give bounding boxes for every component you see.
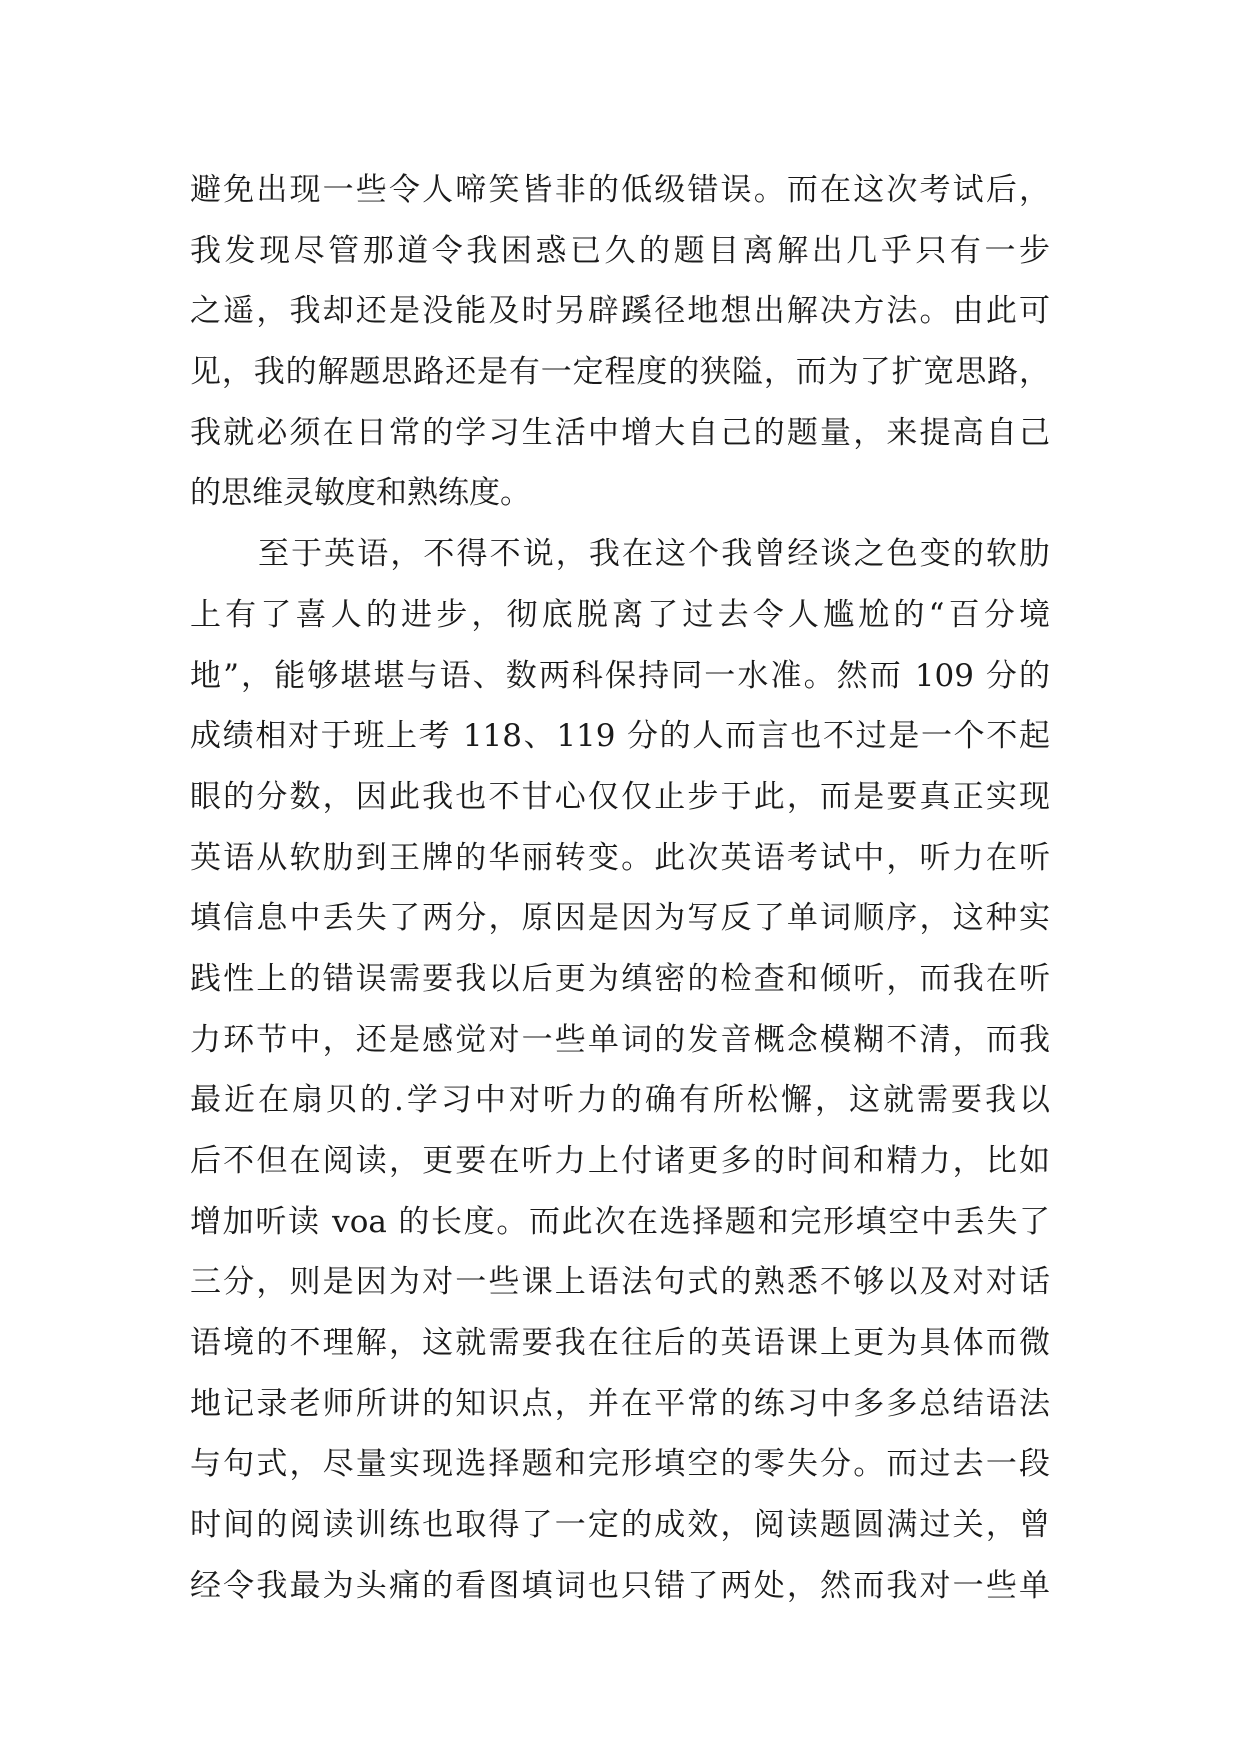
text-line: 经令我最为头痛的看图填词也只错了两处，然而我对一些单 [190,1567,1050,1604]
text-line: 增加听读 voa 的长度。而此次在选择题和完形填空中丢失了 [190,1203,1050,1240]
text-line: 之遥，我却还是没能及时另辟蹊径地想出解决方法。由此可 [190,293,1050,330]
paragraph-first-line: 至于英语，不得不说，我在这个我曾经谈之色变的软肋 [258,536,1050,573]
text-line: 成绩相对于班上考 118、119 分的人而言也不过是一个不起 [190,718,1050,755]
text-line: 地记录老师所讲的知识点，并在平常的练习中多多总结语法 [190,1385,1050,1422]
text-line: 时间的阅读训练也取得了一定的成效，阅读题圆满过关，曾 [190,1507,1050,1544]
text-line: 最近在扇贝的.学习中对听力的确有所松懈，这就需要我以 [190,1082,1050,1119]
text-line: 见，我的解题思路还是有一定程度的狭隘，而为了扩宽思路， [190,354,1050,391]
text-line: 填信息中丢失了两分，原因是因为写反了单词顺序，这种实 [190,900,1050,937]
text-line: 后不但在阅读，更要在听力上付诸更多的时间和精力，比如 [190,1143,1050,1179]
text-line: 眼的分数，因此我也不甘心仅仅止步于此，而是要真正实现 [190,778,1050,815]
text-line: 我发现尽管那道令我困惑已久的题目离解出几乎只有一步 [190,232,1050,269]
text-line: 力环节中，还是感觉对一些单词的发音概念模糊不清，而我 [190,1021,1050,1058]
body-text [190,160,1050,1617]
text-line: 践性上的错误需要我以后更为缜密的检查和倾听，而我在听 [190,960,1050,997]
text-line: 英语从软肋到王牌的华丽转变。此次英语考试中，听力在听 [190,839,1050,876]
text-line: 与句式，尽量实现选择题和完形填空的零失分。而过去一段 [190,1446,1050,1483]
text-line: 的思维灵敏度和熟练度。 [190,475,531,512]
text-line: 语境的不理解，这就需要我在往后的英语课上更为具体而微 [190,1325,1050,1362]
text-line: 避免出现一些令人啼笑皆非的低级错误。而在这次考试后， [190,172,1050,208]
text-line: 上有了喜人的进步，彻底脱离了过去令人尴尬的“百分境 [190,596,1050,633]
text-line: 我就必须在日常的学习生活中增大自己的题量，来提高自己 [190,414,1050,451]
text-line: 地”，能够堪堪与语、数两科保持同一水准。然而 109 分的 [190,657,1050,694]
text-line: 三分，则是因为对一些课上语法句式的熟悉不够以及对对话 [190,1264,1050,1301]
